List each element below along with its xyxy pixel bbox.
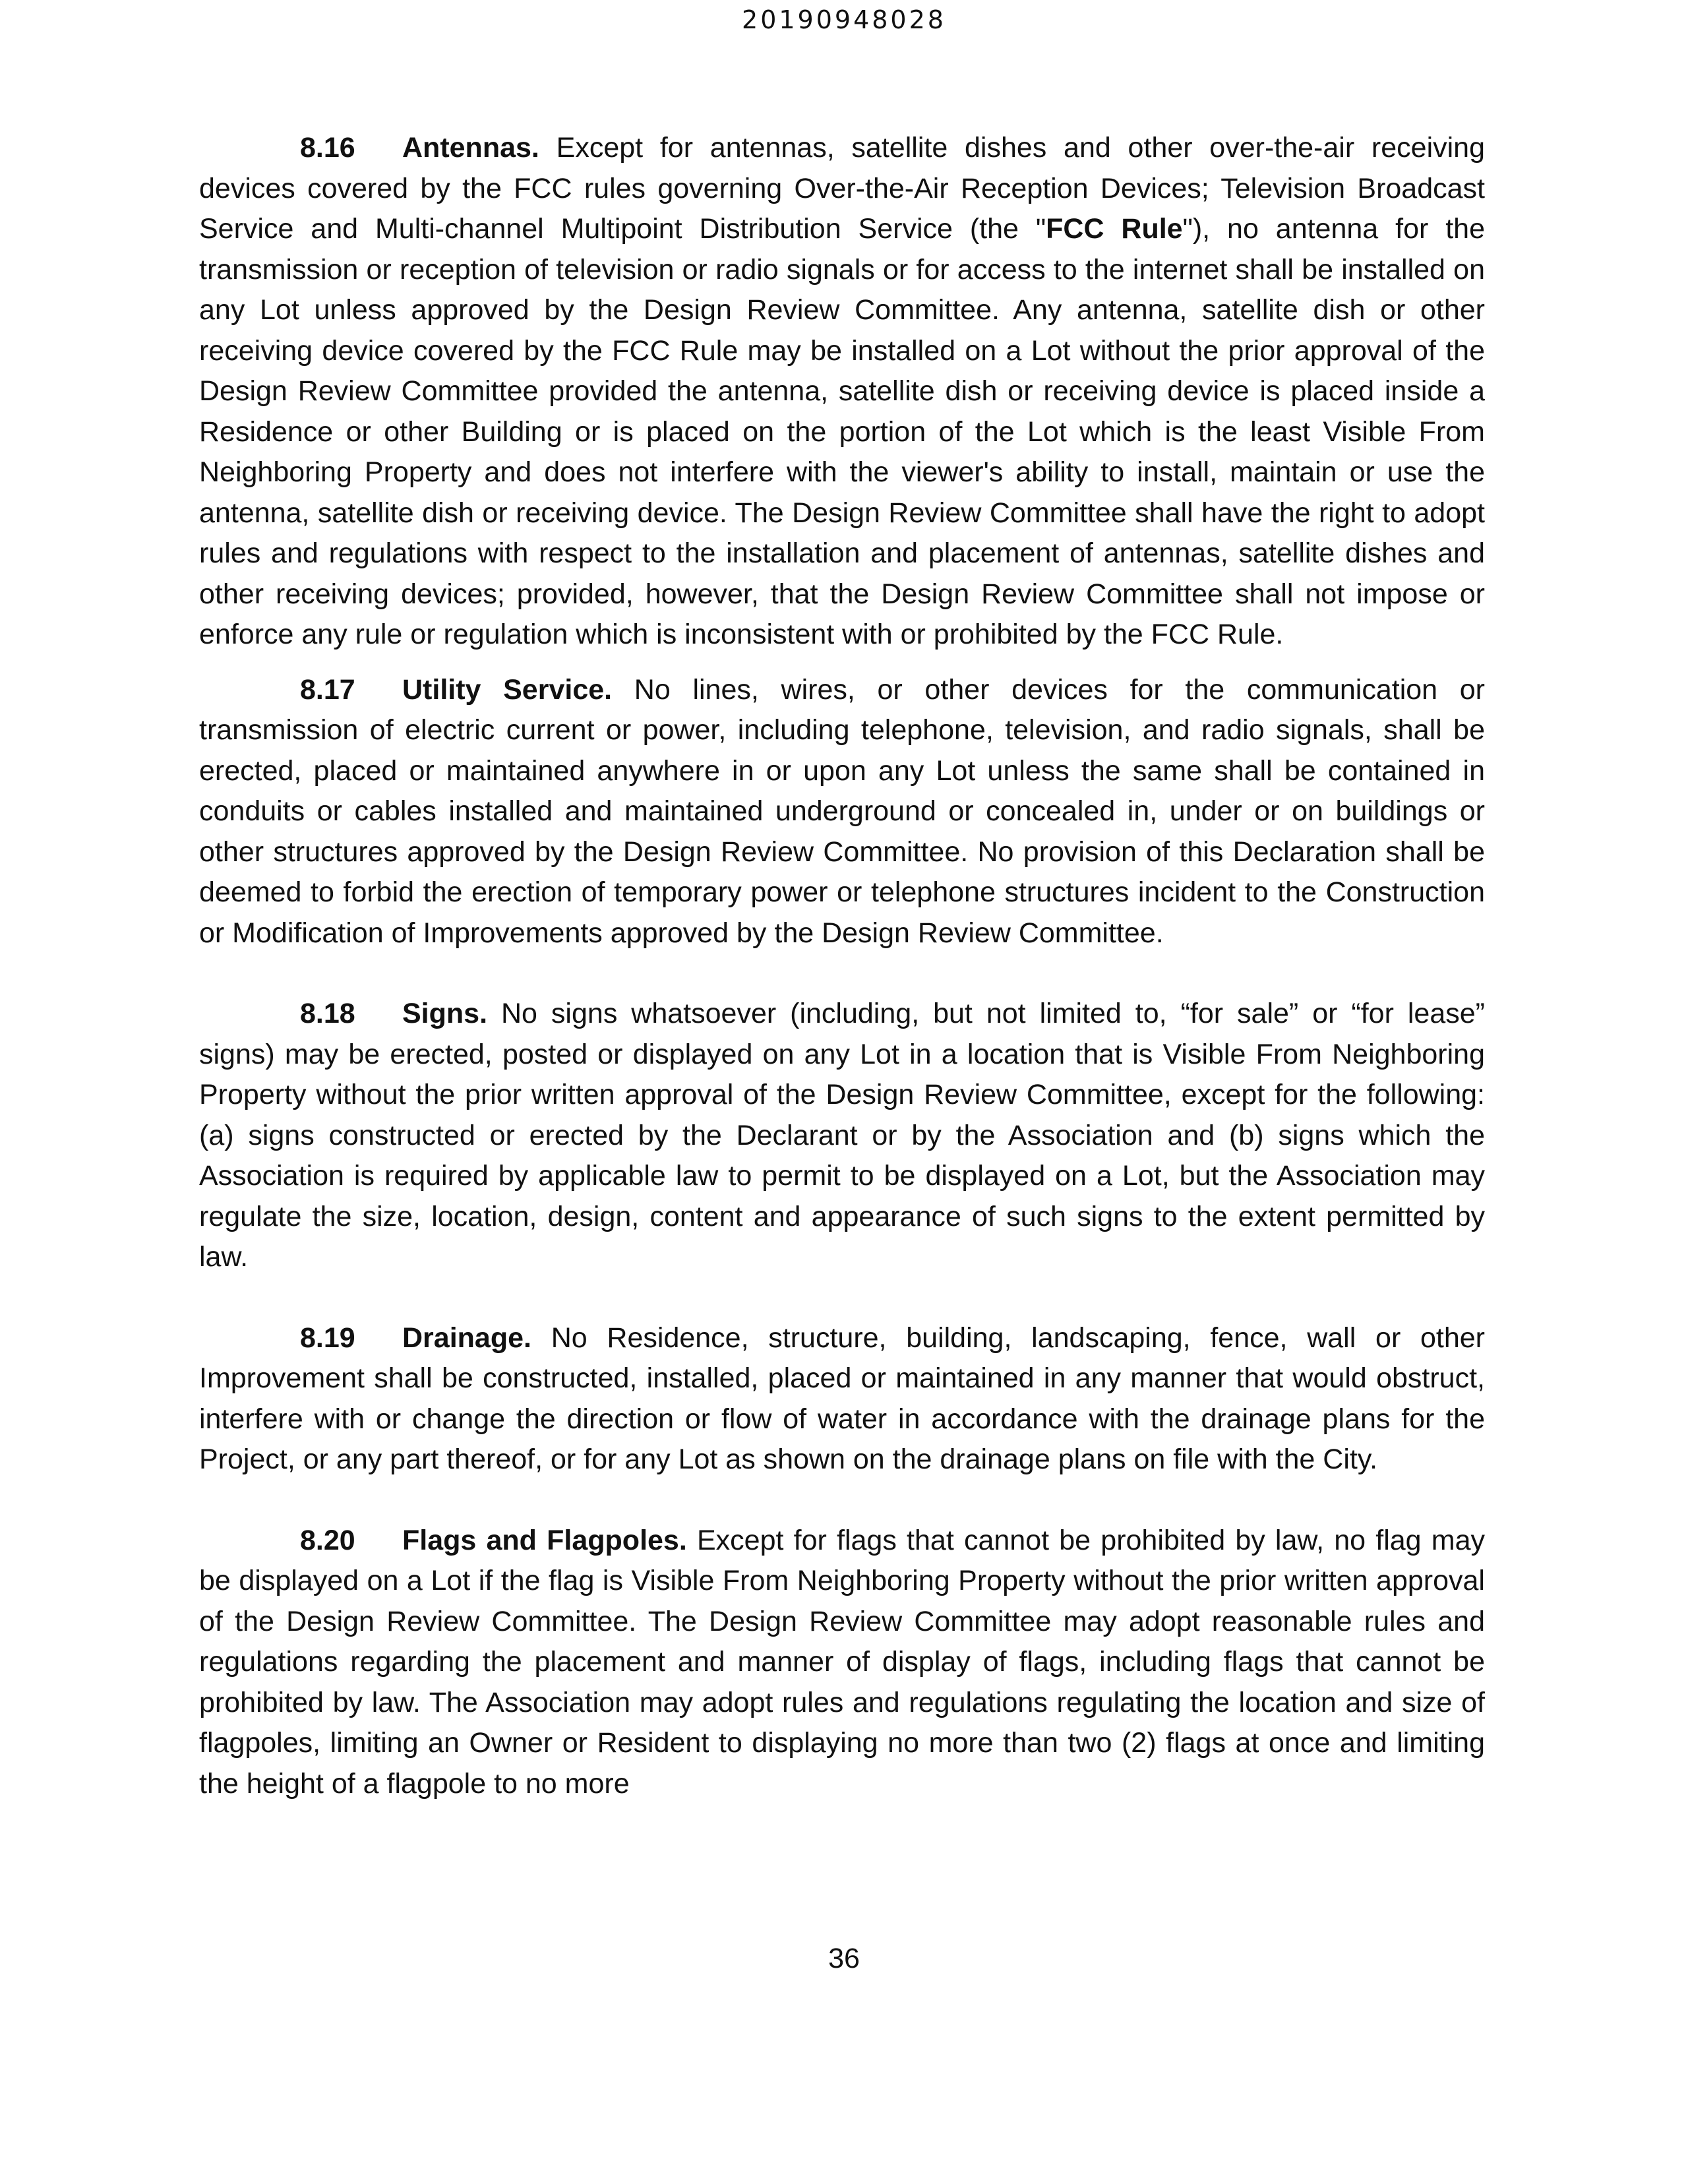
section-8-19 xyxy=(199,1318,1485,1480)
section-number: 8.20 xyxy=(300,1524,355,1556)
section-8-17 xyxy=(199,670,1485,954)
section-title: Flags and Flagpoles. xyxy=(402,1524,687,1556)
section-8-16 xyxy=(199,128,1485,655)
section-text: No Residence, structure, building, landscaping, fence, wall or other Improvement shall be constructed, installed, placed or maintained in any manner that would obstruct, interfere with or change the direction or flow of water in accordance with the drainage plans for the Project, or any part thereof, or for any Lot as shown on the drainage plans on file with the City. xyxy=(199,1321,1486,1475)
section-8-20 xyxy=(199,1521,1485,1805)
section-title: Antennas. xyxy=(402,132,539,164)
section-text-continued: "), no antenna for the transmission or reception of television or radio signals or for access to the internet shall be installed on any Lot unless approved by the Design Review Committee. Any antenna, satellite dish or other receiving device covered by the FCC Rule may be installed on a Lot without the prior approval of the Design Review Committee provided the antenna, satellite dish or receiving device is placed inside a Residence or other Building or is placed on the portion of the Lot which is the least Visible From Neighboring Property and does not interfere with the viewer's ability to install, maintain or use the antenna, satellite dish or receiving device. The Design Review Committee shall have the right to adopt rules and regulations with respect to the installation and placement of antennas, satellite dishes and other receiving devices; provided, however, that the Design Review Committee shall not impose or enforce any rule or regulation which is inconsistent with or prohibited by the FCC Rule. xyxy=(199,213,1486,650)
section-title: Drainage. xyxy=(402,1321,531,1354)
document-number: 20190948028 xyxy=(742,5,946,34)
section-text: Except for antennas, satellite dishes and other over-the-air receiving devices covered by the FCC rules governing Over-the-Air Reception Devices; Television Broadcast Service and Multi-channel Multipoint Distribution Service (the " xyxy=(199,132,1486,245)
section-number: 8.19 xyxy=(300,1321,355,1354)
section-title: Utility Service. xyxy=(402,673,613,706)
section-text: No lines, wires, or other devices for the communication or transmission of electric current or power, including telephone, television, and radio signals, shall be erected, placed or maintained anywhere in or upon any Lot unless the same shall be contained in conduits or cables installed and maintained underground or concealed in, under or on buildings or other structures approved by the Design Review Committee. No provision of this Declaration shall be deemed to forbid the erection of temporary power or telephone structures incident to the Construction or Modification of Improvements approved by the Design Review Committee. xyxy=(199,673,1485,949)
page-number: 36 xyxy=(828,1943,860,1974)
defined-term: FCC Rule xyxy=(1046,213,1183,245)
section-text: Except for flags that cannot be prohibited by law, no flag may be displayed on a Lot if the flag is Visible From Neighboring Property without the prior written approval of the Design Review Committee. The Design Review Committee may adopt reasonable rules and regulations regarding the placement and manner of display of flags, including flags that cannot be prohibited by law. The Association may adopt rules and regulations regulating the location and size of flagpoles, limiting an Owner or Resident to displaying no more than two (2) flags at once and limiting the height of a flagpole to no more xyxy=(199,1524,1486,1800)
section-number: 8.17 xyxy=(300,673,355,706)
document-body xyxy=(199,128,1485,1804)
section-8-18 xyxy=(199,994,1485,1278)
section-title: Signs. xyxy=(402,998,488,1029)
section-text: No signs whatsoever (including, but not limited to, “for sale” or “for lease” signs) may be erected, posted or displayed on any Lot in a location that is Visible From Neighboring Property without the prior written approval of the Design Review Committee, except for the following: (a) signs constructed or erected by the Declarant or by the Association and (b) signs which the Association is required by applicable law to permit to be displayed on a Lot, but the Association may regulate the size, location, design, content and appearance of such signs to the extent permitted by law. xyxy=(199,998,1485,1273)
section-number: 8.16 xyxy=(300,132,355,164)
section-number: 8.18 xyxy=(300,998,355,1029)
